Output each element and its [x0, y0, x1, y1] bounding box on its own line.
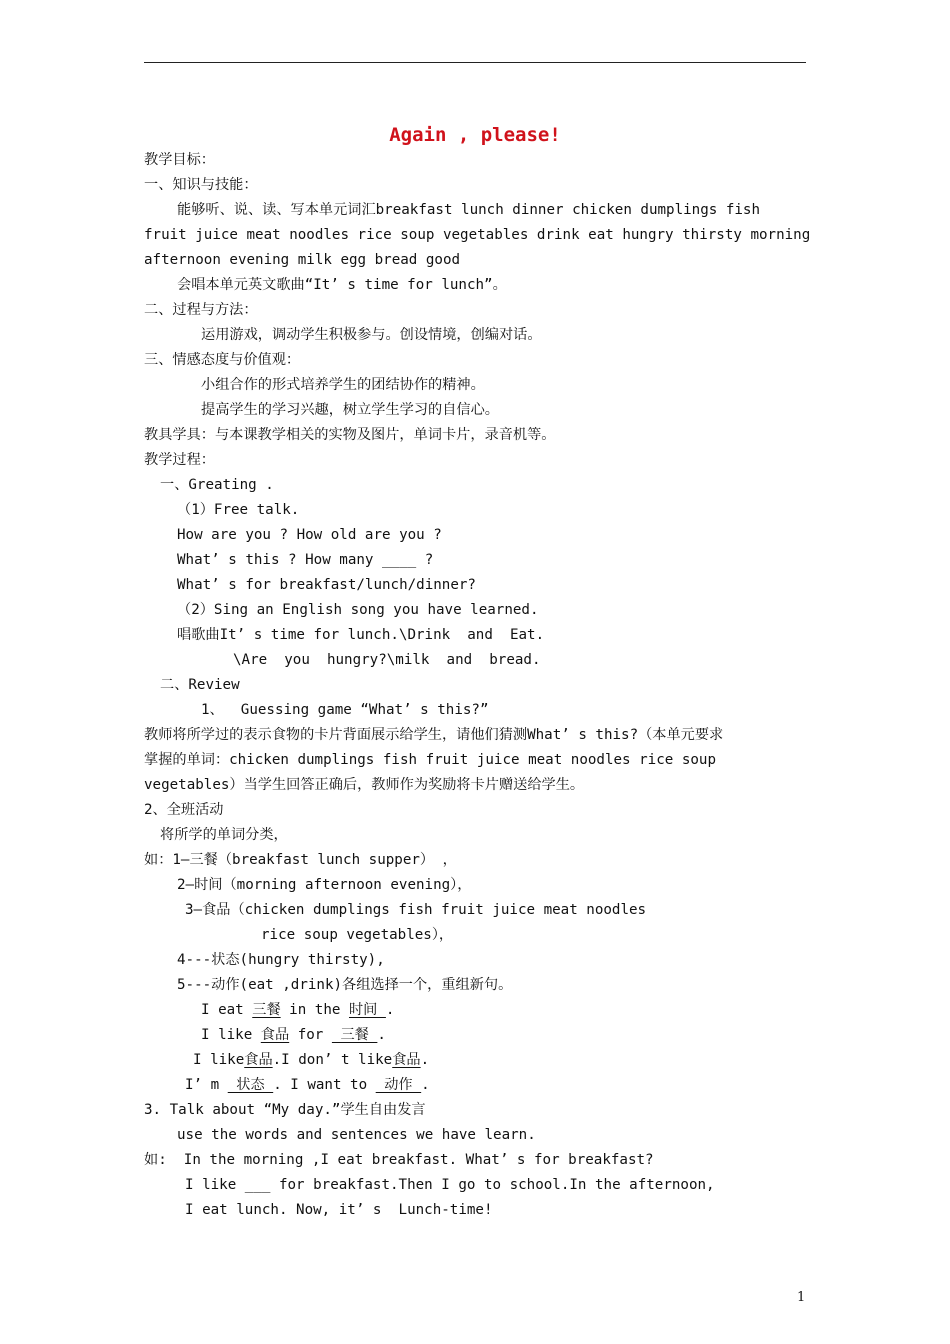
text-segment: .I don’ t like: [272, 1052, 393, 1068]
underlined-word: 食品: [244, 1052, 273, 1068]
text-line: 掌握的单词：chicken dumplings fish fruit juice meat noodles rice soup: [144, 752, 716, 768]
text-line: 3—食品（chicken dumplings fish fruit juice meat noodles: [185, 902, 647, 918]
text-line: What’ s for breakfast/lunch/dinner?: [177, 577, 476, 593]
text-segment: .: [385, 1002, 395, 1018]
text-line: （1）Free talk.: [177, 502, 300, 518]
text-line: 教师将所学过的表示食物的卡片背面展示给学生，请他们猜测What’ s this?（本单元要求: [144, 727, 724, 743]
text-line: 教学过程：: [144, 452, 215, 468]
text-line: 运用游戏，调动学生积极参与。创设情境，创编对话。: [201, 327, 542, 343]
text-line: How are you ? How old are you ?: [177, 527, 442, 543]
text-segment: . I want to: [273, 1077, 376, 1093]
text-segment: .: [377, 1027, 386, 1043]
text-line: 教学目标：: [144, 152, 215, 168]
text-segment: I like: [193, 1052, 245, 1068]
text-line: I like ___ for breakfast.Then I go to school.In the afternoon,: [185, 1177, 715, 1193]
underlined-word: 食品: [392, 1052, 421, 1068]
underlined-word: 三餐: [252, 1002, 281, 1018]
text-line: 唱歌曲It’ s time for lunch.\Drink and Eat.: [177, 627, 545, 643]
page-title: Again , please!: [389, 124, 561, 146]
text-line: I eat lunch. Now, it’ s Lunch-time!: [185, 1202, 493, 1218]
text-line: [185, 1075, 430, 1095]
text-line: 一、Greating .: [160, 477, 274, 493]
text-line: [193, 1050, 429, 1070]
text-segment: I like: [201, 1027, 261, 1043]
text-line: fruit juice meat noodles rice soup vegetables drink eat hungry thirsty morning: [144, 227, 811, 243]
text-line: afternoon evening milk egg bread good: [144, 252, 461, 268]
text-line: 提高学生的学习兴趣，树立学生学习的自信心。: [201, 402, 499, 418]
text-line: 能够听、说、读、写本单元词汇breakfast lunch dinner chicken dumplings fish: [177, 202, 760, 218]
text-line: 4---状态(hungry thirsty),: [177, 952, 385, 968]
text-segment: in the: [280, 1002, 349, 1018]
text-segment: .: [420, 1052, 430, 1068]
underlined-word: 动作: [375, 1077, 422, 1093]
header-rule: [144, 62, 806, 63]
text-line: 二、Review: [160, 677, 240, 693]
text-line: [201, 1025, 386, 1045]
text-line: 1、 Guessing game “What’ s this?”: [201, 702, 489, 718]
text-line: 三、情感态度与价值观：: [144, 352, 301, 368]
text-line: 5---动作(eat ,drink)各组选择一个，重组新句。: [177, 977, 513, 993]
page-number: 1: [797, 1290, 806, 1305]
text-line: 2、全班活动: [144, 802, 224, 818]
text-segment: I eat: [201, 1002, 253, 1018]
text-line: 如: In the morning ,I eat breakfast. What’ s for breakfast?: [144, 1152, 654, 1168]
text-line: use the words and sentences we have learn.: [177, 1127, 536, 1143]
text-line: 教具学具：与本课教学相关的实物及图片，单词卡片，录音机等。: [144, 427, 556, 443]
text-line: vegetables）当学生回答正确后，教师作为奖励将卡片赠送给学生。: [144, 777, 585, 793]
text-segment: I’ m: [185, 1077, 228, 1093]
text-line: （2）Sing an English song you have learned.: [177, 602, 539, 618]
text-line: 如：1—三餐（breakfast lunch supper） ，: [144, 852, 457, 868]
text-line: 2—时间（morning afternoon evening），: [177, 877, 472, 893]
text-line: 一、知识与技能：: [144, 177, 258, 193]
text-segment: .: [421, 1077, 430, 1093]
underlined-word: 三餐: [331, 1027, 378, 1043]
text-line: What’ s this ? How many ____ ?: [177, 552, 434, 568]
text-line: 3. Talk about “My day.”学生自由发言: [144, 1102, 426, 1118]
text-line: 二、过程与方法：: [144, 302, 258, 318]
underlined-word: 时间: [348, 1002, 386, 1018]
text-segment: for: [289, 1027, 332, 1043]
text-line: 小组合作的形式培养学生的团结协作的精神。: [201, 377, 485, 393]
text-line: \Are you hungry?\milk and bread.: [233, 652, 541, 668]
text-line: rice soup vegetables），: [261, 927, 454, 943]
underlined-word: 食品: [260, 1027, 290, 1043]
text-line: [201, 1000, 394, 1020]
underlined-word: 状态: [227, 1077, 274, 1093]
text-line: 会唱本单元英文歌曲“It’ s time for lunch”。: [177, 277, 507, 293]
text-line: 将所学的单词分类，: [160, 827, 288, 843]
